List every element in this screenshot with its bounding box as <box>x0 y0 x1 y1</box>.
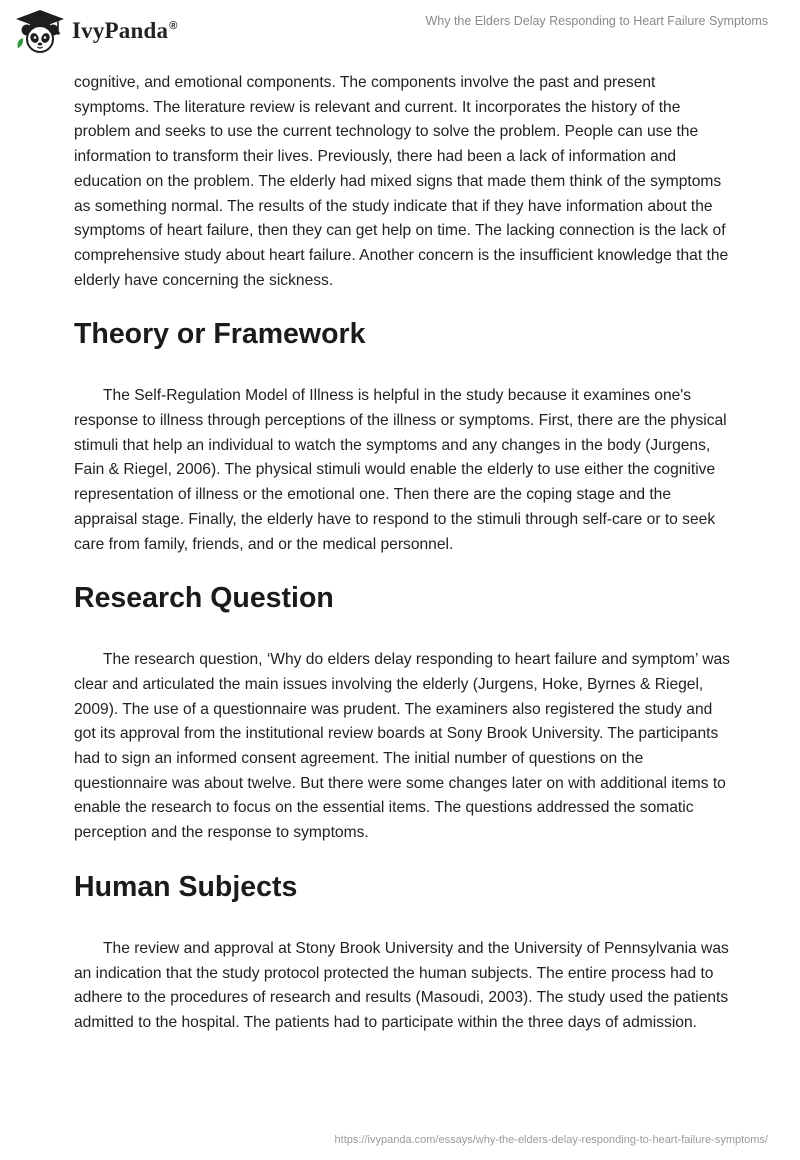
section-heading-human-subjects: Human Subjects <box>74 870 298 903</box>
page-header <box>0 0 800 64</box>
essay-content <box>74 71 734 1036</box>
source-url-link[interactable]: https://ivypanda.com/essays/why-the-elders-delay-responding-to-heart-failure-symptoms/ <box>334 1134 768 1146</box>
section-paragraph-research-question: The research question, ‘Why do elders delay responding to heart failure and symptom’ was clear and articulated the main issues involving the elderly (Jurgens, Hoke, Byrnes & Riegel, 2009). The use of a questionnaire was prudent. The examiners also registered the study and got its approval from the institutional review boards at Sony Brook University. The participants had to sign an informed consent agreement. The initial number of questions on the questionnaire was about twelve. But there were some changes later on with additional items to enable the research to focus on the essential items. The questions addressed the somatic perception and the response to symptoms. <box>74 651 730 842</box>
logo-name: IvyPanda <box>72 18 169 43</box>
intro-paragraph: cognitive, and emotional components. The components involve the past and present symptoms. The literature review is relevant and current. It incorporates the history of the problem and seeks to use the current technology to solve the problem. People can use the information to transform their lives. Previously, there had been a lack of information and education on the problem. The elderly had mixed signs that made them think of the symptoms as something normal. The results of the study indicate that if they have information about the symptoms of heart failure, then they can get help on time. The lacking connection is the lack of comprehensive study about heart failure. Another concern is the insufficient knowledge that the elderly have concerning the sickness. <box>74 74 729 289</box>
logo-wordmark <box>72 18 178 44</box>
registered-mark: ® <box>169 20 178 33</box>
section-paragraph-human-subjects: The review and approval at Stony Brook University and the University of Pennsylvania was an indication that the study protocol protected the human subjects. The entire process had to adhere to the procedures of research and results (Masoudi, 2003). The study used the patients admitted to the hospital. The patients had to participate within the three days of admission. <box>74 939 729 1031</box>
panda-graduation-cap-icon <box>14 8 66 54</box>
section-heading-research-question: Research Question <box>74 582 334 615</box>
ivypanda-logo[interactable] <box>14 8 178 54</box>
section-paragraph-theory: The Self-Regulation Model of Illness is helpful in the study because it examines one's response to illness through perceptions of the illness or symptoms. First, there are the physical stimuli that help an individual to watch the symptoms and any changes in the body (Jurgens, Fain & Riegel, 2006). The physical stimuli would enable the elderly to use either the cognitive representation of illness or the emotional one. Then there are the coping stage and the appraisal stage. Finally, the elderly have to respond to the stimuli through self-care or to seek care from family, friends, and or the medical personnel. <box>74 387 727 553</box>
running-title: Why the Elders Delay Responding to Heart Failure Symptoms <box>425 14 768 28</box>
section-heading-theory: Theory or Framework <box>74 318 366 351</box>
